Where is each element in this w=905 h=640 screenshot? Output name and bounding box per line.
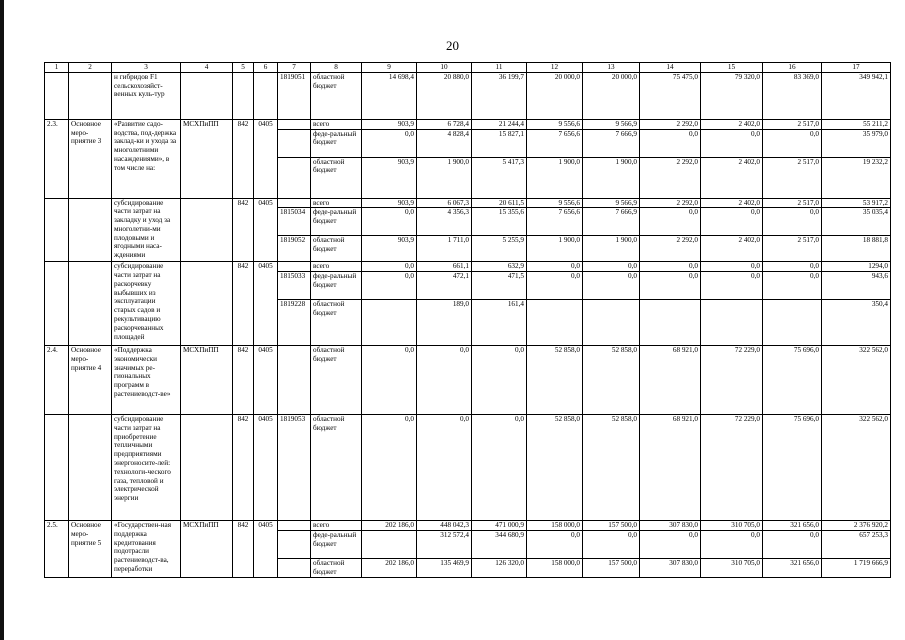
value-cell: 19 232,2 bbox=[822, 157, 891, 198]
value-cell: 0,0 bbox=[527, 530, 583, 558]
col-header: 9 bbox=[362, 63, 417, 73]
value-cell: 6 067,3 bbox=[417, 198, 472, 208]
value-cell: 75 696,0 bbox=[763, 346, 822, 415]
value-cell: 9 556,6 bbox=[527, 119, 583, 129]
value-cell: 0,0 bbox=[583, 262, 640, 272]
code-grbs: 842 bbox=[233, 119, 254, 198]
executor: МСХПиПП bbox=[181, 521, 233, 578]
value-cell: 20 880,0 bbox=[417, 72, 472, 119]
value-cell: 657 253,3 bbox=[822, 530, 891, 558]
value-cell: 20 611,5 bbox=[472, 198, 527, 208]
value-cell: 52 858,0 bbox=[583, 415, 640, 521]
measure-description: «Развитие садо-водства, под-держка заклад-ки и ухода за многолетними насаждениями», в том числе на: bbox=[112, 119, 181, 198]
value-cell: 158 000,0 bbox=[527, 521, 583, 531]
value-cell: 344 680,9 bbox=[472, 530, 527, 558]
value-cell: 15 827,1 bbox=[472, 129, 527, 157]
value-cell: 9 566,9 bbox=[583, 198, 640, 208]
value-cell: 0,0 bbox=[640, 262, 701, 272]
value-cell: 0,0 bbox=[701, 129, 763, 157]
scan-edge-bar bbox=[0, 0, 4, 640]
funding-source: всего bbox=[311, 119, 362, 129]
funding-source: областной бюджет bbox=[311, 72, 362, 119]
value-cell: 4 828,4 bbox=[417, 129, 472, 157]
value-cell: 7 656,6 bbox=[527, 129, 583, 157]
value-cell: 0,0 bbox=[362, 262, 417, 272]
value-cell: 0,0 bbox=[417, 415, 472, 521]
value-cell: 35 035,4 bbox=[822, 208, 891, 236]
value-cell: 632,9 bbox=[472, 262, 527, 272]
value-cell: 0,0 bbox=[640, 208, 701, 236]
col-header: 11 bbox=[472, 63, 527, 73]
value-cell: 2 376 920,2 bbox=[822, 521, 891, 531]
value-cell: 0,0 bbox=[362, 415, 417, 521]
value-cell: 9 556,6 bbox=[527, 198, 583, 208]
value-cell: 79 320,0 bbox=[701, 72, 763, 119]
value-cell: 36 199,7 bbox=[472, 72, 527, 119]
value-cell: 52 858,0 bbox=[527, 415, 583, 521]
funding-source: всего bbox=[311, 198, 362, 208]
value-cell: 7 666,9 bbox=[583, 129, 640, 157]
value-cell bbox=[362, 530, 417, 558]
value-cell: 1 719 666,9 bbox=[822, 558, 891, 577]
column-number-row bbox=[45, 63, 891, 73]
code-grbs: 842 bbox=[233, 521, 254, 578]
value-cell: 2 292,0 bbox=[640, 236, 701, 262]
value-cell: 1 900,0 bbox=[527, 157, 583, 198]
table-row bbox=[45, 346, 891, 415]
value-cell: 903,9 bbox=[362, 198, 417, 208]
value-cell: 5 255,9 bbox=[472, 236, 527, 262]
col-header: 15 bbox=[701, 63, 763, 73]
value-cell: 75 696,0 bbox=[763, 415, 822, 521]
value-cell: 1 900,0 bbox=[583, 157, 640, 198]
value-cell: 661,1 bbox=[417, 262, 472, 272]
value-cell: 68 921,0 bbox=[640, 346, 701, 415]
value-cell: 52 858,0 bbox=[527, 346, 583, 415]
value-cell: 1 711,0 bbox=[417, 236, 472, 262]
value-cell: 903,9 bbox=[362, 157, 417, 198]
funding-source: областной бюджет bbox=[311, 236, 362, 262]
col-header: 12 bbox=[527, 63, 583, 73]
value-cell: 75 475,0 bbox=[640, 72, 701, 119]
value-cell: 0,0 bbox=[763, 208, 822, 236]
table-row bbox=[45, 198, 891, 208]
table-row bbox=[45, 521, 891, 531]
measure-name: Основное меро-приятие 3 bbox=[69, 119, 112, 198]
value-cell: 2 517,0 bbox=[763, 119, 822, 129]
value-cell: 1 900,0 bbox=[527, 236, 583, 262]
value-cell: 1 900,0 bbox=[417, 157, 472, 198]
value-cell bbox=[362, 300, 417, 346]
value-cell: 2 517,0 bbox=[763, 198, 822, 208]
code-rzpr: 0405 bbox=[254, 262, 278, 346]
col-header: 8 bbox=[311, 63, 362, 73]
budget-code: 1819052 bbox=[278, 236, 311, 262]
funding-source: феде-ральный бюджет bbox=[311, 530, 362, 558]
code-grbs: 842 bbox=[233, 198, 254, 262]
measure-description: субсидирование части затрат на закладку и уход за многолетни-ми плодовыми и ягодными наса-ждениями bbox=[112, 198, 181, 262]
measure-description: субсидирование части затрат на раскорчевку выбывших из эксплуатации старых садов и рекультивацию раскорчеванных площадей bbox=[112, 262, 181, 346]
measure-description: субсидирование части затрат на приобретение тепличными предприятиями энергоносите-лей: технологи-ческого газа, тепловой и электрической энергии bbox=[112, 415, 181, 521]
value-cell: 53 917,2 bbox=[822, 198, 891, 208]
value-cell: 189,0 bbox=[417, 300, 472, 346]
value-cell: 307 830,0 bbox=[640, 521, 701, 531]
measure-description: «Поддержка экономически значимых ре-гиональных программ в растениеводст-ве» bbox=[112, 346, 181, 415]
value-cell: 471 000,9 bbox=[472, 521, 527, 531]
code-rzpr: 0405 bbox=[254, 119, 278, 198]
table-row bbox=[45, 262, 891, 272]
col-header: 1 bbox=[45, 63, 69, 73]
value-cell: 349 942,1 bbox=[822, 72, 891, 119]
executor: МСХПиПП bbox=[181, 346, 233, 415]
value-cell: 5 417,3 bbox=[472, 157, 527, 198]
value-cell: 52 858,0 bbox=[583, 346, 640, 415]
value-cell: 68 921,0 bbox=[640, 415, 701, 521]
value-cell: 202 186,0 bbox=[362, 521, 417, 531]
budget-code: 1815034 bbox=[278, 208, 311, 236]
value-cell: 14 698,4 bbox=[362, 72, 417, 119]
table-row bbox=[45, 415, 891, 521]
value-cell: 21 244,4 bbox=[472, 119, 527, 129]
value-cell: 2 292,0 bbox=[640, 157, 701, 198]
measure-description: «Государствен-ная поддержка кредитования подотрасли растениеводст-ва, переработки bbox=[112, 521, 181, 578]
value-cell bbox=[640, 300, 701, 346]
col-header: 7 bbox=[278, 63, 311, 73]
col-header: 4 bbox=[181, 63, 233, 73]
table-row bbox=[45, 119, 891, 129]
value-cell: 2 402,0 bbox=[701, 157, 763, 198]
value-cell: 2 517,0 bbox=[763, 236, 822, 262]
value-cell: 0,0 bbox=[362, 129, 417, 157]
value-cell: 472,1 bbox=[417, 272, 472, 300]
value-cell: 20 000,0 bbox=[527, 72, 583, 119]
value-cell: 310 705,0 bbox=[701, 558, 763, 577]
col-header: 14 bbox=[640, 63, 701, 73]
value-cell: 0,0 bbox=[763, 272, 822, 300]
value-cell: 2 402,0 bbox=[701, 198, 763, 208]
value-cell: 307 830,0 bbox=[640, 558, 701, 577]
value-cell bbox=[701, 300, 763, 346]
col-header: 5 bbox=[233, 63, 254, 73]
value-cell: 0,0 bbox=[527, 272, 583, 300]
value-cell: 0,0 bbox=[527, 262, 583, 272]
value-cell: 2 402,0 bbox=[701, 236, 763, 262]
value-cell: 322 562,0 bbox=[822, 415, 891, 521]
value-cell: 943,6 bbox=[822, 272, 891, 300]
code-rzpr: 0405 bbox=[254, 198, 278, 262]
value-cell: 322 562,0 bbox=[822, 346, 891, 415]
value-cell: 158 000,0 bbox=[527, 558, 583, 577]
value-cell: 0,0 bbox=[583, 272, 640, 300]
funding-source: областной бюджет bbox=[311, 558, 362, 577]
value-cell: 161,4 bbox=[472, 300, 527, 346]
value-cell: 157 500,0 bbox=[583, 558, 640, 577]
value-cell: 0,0 bbox=[701, 272, 763, 300]
value-cell: 72 229,0 bbox=[701, 415, 763, 521]
code-rzpr: 0405 bbox=[254, 521, 278, 578]
value-cell: 0,0 bbox=[362, 346, 417, 415]
code-grbs: 842 bbox=[233, 415, 254, 521]
measure-description: н гибридов F1 сельскохозяйст-венных куль-тур bbox=[112, 72, 181, 119]
table-row bbox=[45, 72, 891, 119]
value-cell: 0,0 bbox=[701, 208, 763, 236]
code-grbs: 842 bbox=[233, 346, 254, 415]
value-cell: 903,9 bbox=[362, 236, 417, 262]
value-cell: 15 355,6 bbox=[472, 208, 527, 236]
value-cell: 0,0 bbox=[701, 262, 763, 272]
value-cell: 83 369,0 bbox=[763, 72, 822, 119]
value-cell: 0,0 bbox=[362, 208, 417, 236]
value-cell: 321 656,0 bbox=[763, 558, 822, 577]
funding-source: феде-ральный бюджет bbox=[311, 208, 362, 236]
value-cell: 903,9 bbox=[362, 119, 417, 129]
col-header: 2 bbox=[69, 63, 112, 73]
funding-source: областной бюджет bbox=[311, 346, 362, 415]
value-cell: 471,5 bbox=[472, 272, 527, 300]
value-cell: 0,0 bbox=[763, 129, 822, 157]
value-cell: 0,0 bbox=[472, 346, 527, 415]
value-cell: 2 402,0 bbox=[701, 119, 763, 129]
value-cell: 312 572,4 bbox=[417, 530, 472, 558]
page-number: 20 bbox=[446, 38, 459, 53]
value-cell bbox=[583, 300, 640, 346]
value-cell bbox=[527, 300, 583, 346]
value-cell: 126 320,0 bbox=[472, 558, 527, 577]
budget-table bbox=[44, 62, 891, 578]
funding-source: областной бюджет bbox=[311, 157, 362, 198]
col-header: 6 bbox=[254, 63, 278, 73]
value-cell: 9 566,9 bbox=[583, 119, 640, 129]
measure-name: Основное меро-приятие 4 bbox=[69, 346, 112, 415]
value-cell: 20 000,0 bbox=[583, 72, 640, 119]
value-cell bbox=[763, 300, 822, 346]
funding-source: феде-ральный бюджет bbox=[311, 272, 362, 300]
value-cell: 7 666,9 bbox=[583, 208, 640, 236]
item-number: 2.3. bbox=[45, 119, 69, 198]
col-header: 17 bbox=[822, 63, 891, 73]
value-cell: 6 728,4 bbox=[417, 119, 472, 129]
code-rzpr: 0405 bbox=[254, 415, 278, 521]
budget-code: 1815033 bbox=[278, 272, 311, 300]
value-cell: 0,0 bbox=[640, 530, 701, 558]
value-cell: 0,0 bbox=[640, 272, 701, 300]
col-header: 10 bbox=[417, 63, 472, 73]
value-cell: 350,4 bbox=[822, 300, 891, 346]
value-cell: 0,0 bbox=[583, 530, 640, 558]
budget-code: 1819053 bbox=[278, 415, 311, 521]
value-cell: 0,0 bbox=[417, 346, 472, 415]
item-number: 2.5. bbox=[45, 521, 69, 578]
value-cell: 0,0 bbox=[362, 272, 417, 300]
value-cell: 2 292,0 bbox=[640, 198, 701, 208]
value-cell: 1 900,0 bbox=[583, 236, 640, 262]
value-cell: 0,0 bbox=[472, 415, 527, 521]
col-header: 16 bbox=[763, 63, 822, 73]
funding-source: феде-ральный бюджет bbox=[311, 129, 362, 157]
value-cell: 4 356,3 bbox=[417, 208, 472, 236]
item-number: 2.4. bbox=[45, 346, 69, 415]
value-cell: 310 705,0 bbox=[701, 521, 763, 531]
value-cell: 2 292,0 bbox=[640, 119, 701, 129]
value-cell: 157 500,0 bbox=[583, 521, 640, 531]
value-cell: 0,0 bbox=[640, 129, 701, 157]
value-cell: 0,0 bbox=[763, 262, 822, 272]
budget-code: 1819051 bbox=[278, 72, 311, 119]
value-cell: 2 517,0 bbox=[763, 157, 822, 198]
budget-code: 1819228 bbox=[278, 300, 311, 346]
col-header: 13 bbox=[583, 63, 640, 73]
col-header: 3 bbox=[112, 63, 181, 73]
funding-source: всего bbox=[311, 262, 362, 272]
value-cell: 448 042,3 bbox=[417, 521, 472, 531]
value-cell: 72 229,0 bbox=[701, 346, 763, 415]
executor: МСХПиПП bbox=[181, 119, 233, 198]
value-cell: 321 656,0 bbox=[763, 521, 822, 531]
value-cell: 7 656,6 bbox=[527, 208, 583, 236]
code-grbs: 842 bbox=[233, 262, 254, 346]
funding-source: областной бюджет bbox=[311, 415, 362, 521]
value-cell: 202 186,0 bbox=[362, 558, 417, 577]
value-cell: 0,0 bbox=[701, 530, 763, 558]
value-cell: 35 979,0 bbox=[822, 129, 891, 157]
value-cell: 1294,0 bbox=[822, 262, 891, 272]
funding-source: всего bbox=[311, 521, 362, 531]
code-rzpr: 0405 bbox=[254, 346, 278, 415]
value-cell: 18 881,8 bbox=[822, 236, 891, 262]
value-cell: 55 211,2 bbox=[822, 119, 891, 129]
measure-name: Основное меро-приятие 5 bbox=[69, 521, 112, 578]
funding-source: областной бюджет bbox=[311, 300, 362, 346]
value-cell: 0,0 bbox=[763, 530, 822, 558]
value-cell: 135 469,9 bbox=[417, 558, 472, 577]
